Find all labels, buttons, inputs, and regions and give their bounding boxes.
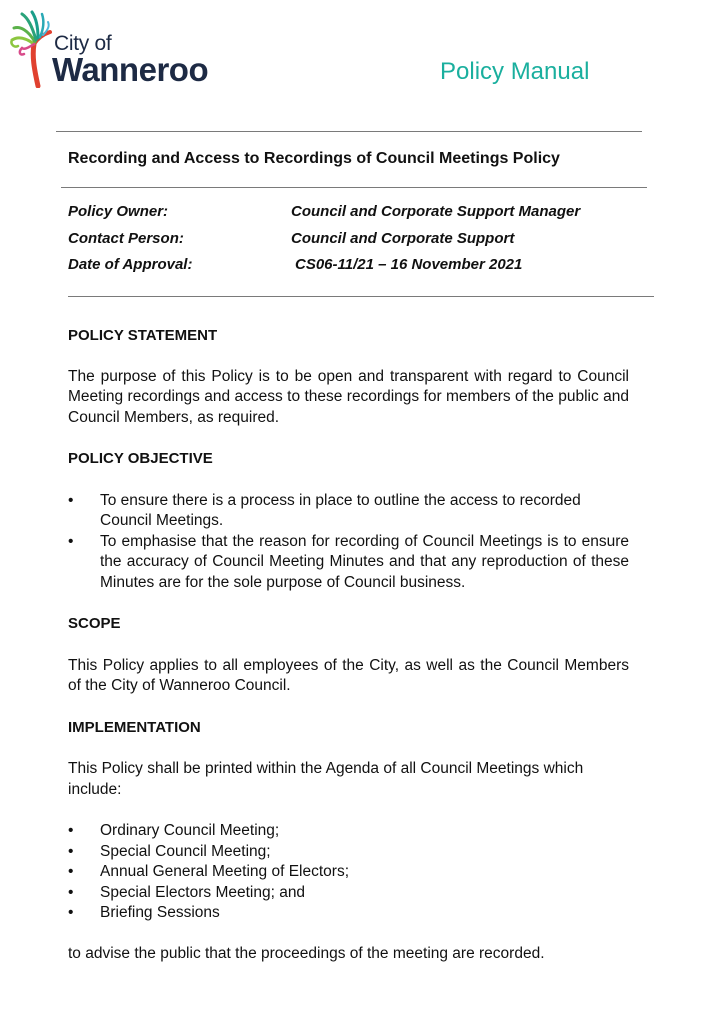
document-title: Recording and Access to Recordings of Council Meetings Policy [68, 150, 560, 167]
policy-manual-title: Policy Manual [440, 58, 590, 85]
list-item-text: Ordinary Council Meeting; [100, 822, 280, 839]
section-heading-implementation: IMPLEMENTATION [68, 718, 201, 736]
bullet-icon: • [68, 822, 74, 839]
list-item [68, 821, 629, 842]
meta-value: CS06-11/21 – 16 November 2021 [295, 256, 523, 273]
bullet-icon: • [68, 842, 74, 860]
statement-text: The purpose of this Policy is to be open and transparent with regard to Council Meeting recordings and access to these recordings for members of the public and Council Members, as required. [68, 367, 629, 426]
kangaroo-paw-logo-icon [8, 8, 56, 88]
logo-city-of-text: City of [54, 32, 112, 55]
list-item-text: To ensure there is a process in place to outline the access to recorded Council Meetings. [100, 491, 581, 529]
meta-label: Date of Approval: [68, 256, 193, 273]
scope-text: This Policy applies to all employees of the City, as well as the Council Members of the City of Wanneroo Council. [68, 656, 629, 694]
meta-value: Council and Corporate Support [291, 229, 515, 247]
divider-title [61, 187, 647, 188]
meeting-types-list [68, 821, 629, 924]
section-heading-statement: POLICY STATEMENT [68, 327, 218, 344]
bullet-icon: • [68, 491, 74, 509]
meta-value: Council and Corporate Support Manager [291, 203, 581, 220]
list-item [68, 862, 629, 883]
list-item-text: To emphasise that the reason for recording of Council Meetings is to ensure the accuracy of Council Meeting Minutes and that any reproduction of these Minutes are for the sole purpose of Council business. [100, 532, 629, 591]
city-logo [8, 8, 228, 88]
logo-wanneroo-text: Wanneroo [52, 51, 209, 88]
list-item-text: Annual General Meeting of Electors; [100, 863, 349, 880]
bullet-icon: • [68, 904, 74, 921]
bullet-icon: • [68, 532, 74, 550]
meta-label: Contact Person: [68, 229, 184, 247]
meta-row-date-of-approval [68, 256, 668, 283]
divider-meta [68, 296, 654, 297]
list-item-text: Briefing Sessions [100, 904, 220, 921]
list-item [68, 842, 629, 863]
section-heading-scope: SCOPE [68, 615, 121, 632]
meta-row-policy-owner [68, 203, 668, 230]
list-item [68, 903, 629, 924]
list-item-text: Special Council Meeting; [100, 842, 271, 860]
bullet-icon: • [68, 863, 74, 880]
meta-label: Policy Owner: [68, 203, 169, 220]
section-heading-objective: POLICY OBJECTIVE [68, 450, 213, 467]
objective-list [68, 491, 629, 594]
policy-metadata [68, 203, 668, 283]
divider-top [56, 131, 642, 132]
implementation-intro: This Policy shall be printed within the Agenda of all Council Meetings which include: [68, 760, 584, 798]
document-body [68, 326, 629, 964]
list-item-text: Special Electors Meeting; and [100, 883, 306, 901]
list-item [68, 491, 629, 532]
list-item [68, 532, 629, 594]
bullet-icon: • [68, 883, 74, 901]
meta-row-contact-person [68, 230, 668, 257]
implementation-outro: to advise the public that the proceedings of the meeting are recorded. [68, 944, 545, 962]
list-item [68, 883, 629, 904]
